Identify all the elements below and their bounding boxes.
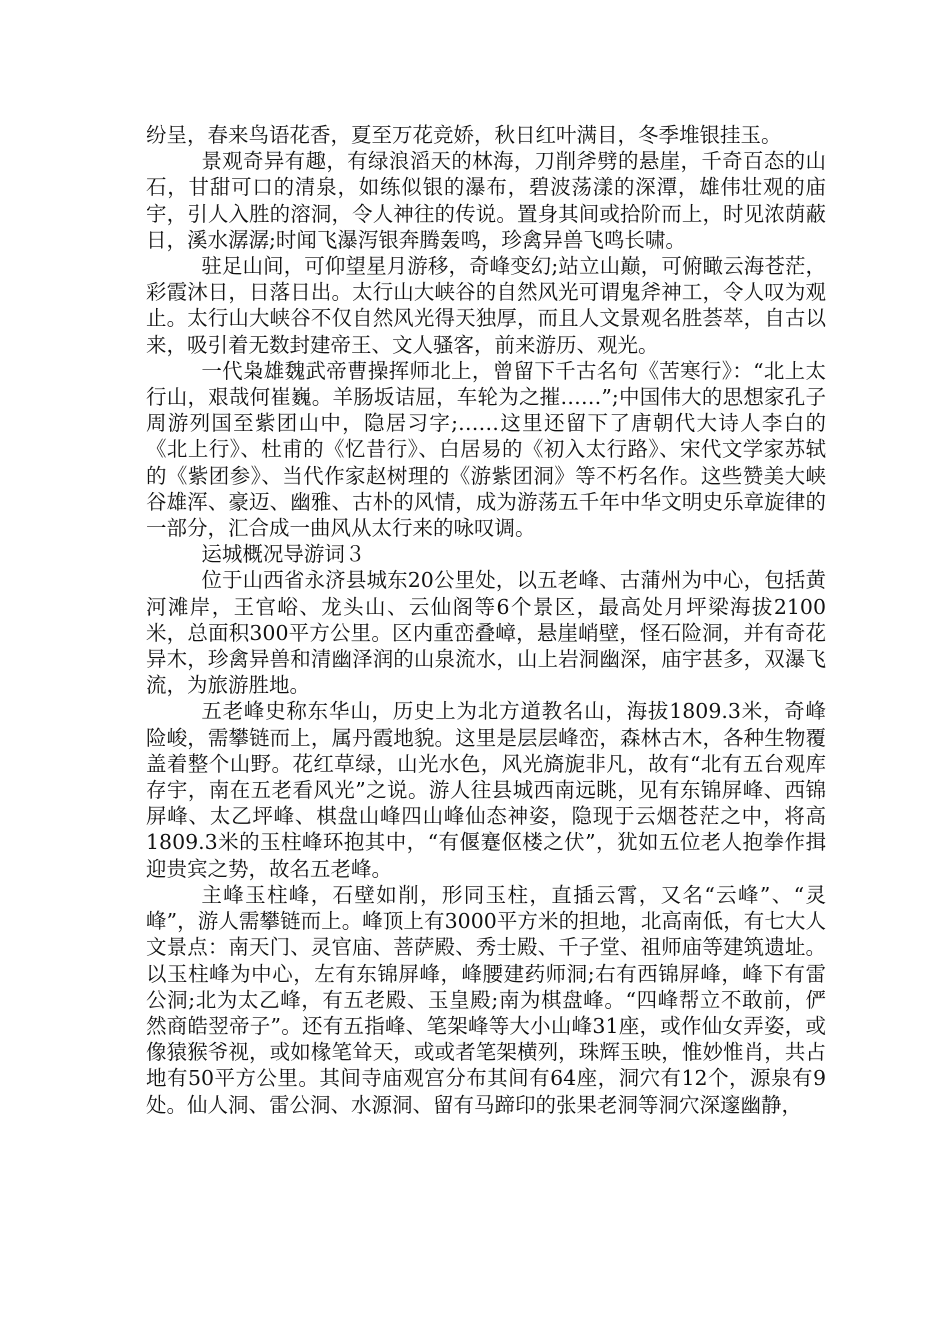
paragraph-3: 驻足山间，可仰望星月游移，奇峰变幻;站立山巅，可俯瞰云海苍茫，彩霞沐日，日落日出。太行山大峡谷的自然风光可谓鬼斧神工，令人叹为观止。太行山大峡谷不仅自然风光得天独厚，而且人文景观名胜荟萃，自古以来，吸引着无数封建帝王、文人骚客，前来游历、观光。 — [146, 254, 826, 357]
document-page — [146, 122, 826, 1118]
paragraph-4: 一代枭雄魏武帝曹操挥师北上，曾留下千古名句《苦寒行》：“北上太行山，艰哉何崔巍。羊肠坂诘屈，车轮为之摧……”;中国伟大的思想家孔子周游列国至紫团山中，隐居习字;……这里还留下了唐朝代大诗人李白的《北上行》、杜甫的《忆昔行》、白居易的《初入太行路》、宋代文学家苏轼的《紫团参》、当代作家赵树理的《游紫团洞》等不朽名作。这些赞美大峡谷雄浑、豪迈、幽雅、古朴的风情，成为游荡五千年中华文明史乐章旋律的一部分，汇合成一曲风从太行来的咏叹调。 — [146, 358, 826, 541]
paragraph-1: 纷呈，春来鸟语花香，夏至万花竞娇，秋日红叶满目，冬季堆银挂玉。 — [146, 123, 782, 147]
paragraph-2: 景观奇异有趣，有绿浪滔天的林海，刀削斧劈的悬崖，千奇百态的山石，甘甜可口的清泉，如练似银的瀑布，碧波荡漾的深潭，雄伟壮观的庙宇，引人入胜的溶洞，令人神往的传说。置身其间或拾阶而上，时见浓荫蔽日，溪水潺潺;时闻飞瀑泻银奔腾轰鸣，珍禽异兽飞鸣长啸。 — [146, 149, 826, 252]
paragraph-5: 位于山西省永济县城东20公里处，以五老峰、古蒲州为中心，包括黄河滩岸，王官峪、龙头山、云仙阁等6个景区，最高处月坪梁海拔2100米，总面积300平方公里。区内重峦叠嶂，悬崖峭壁，怪石险洞，并有奇花异木，珍禽异兽和清幽泽润的山泉流水，山上岩洞幽深，庙宇甚多，双瀑飞流，为旅游胜地。 — [146, 568, 826, 698]
section-heading: 运城概况导游词３ — [201, 542, 366, 567]
paragraph-7: 主峰玉柱峰，石壁如削，形同玉柱，直插云霄，又名“云峰”、“灵峰”，游人需攀链而上。峰顶上有3000平方米的担地，北高南低，有七大人文景点：南天门、灵官庙、菩萨殿、秀士殿、千子堂、祖师庙等建筑遗址。以玉柱峰为中心，左有东锦屏峰，峰腰建药师洞;右有西锦屏峰，峰下有雷公洞;北为太乙峰，有五老殿、玉皇殿;南为棋盘峰。“四峰帮立不敢前，俨然商皓翌帝子”。还有五指峰、笔架峰等大小山峰31座，或作仙女弄姿，或像猿猴爷视，或如椽笔耸天，或或者笔架横列，珠辉玉映，惟妙惟肖，共占地有50平方公里。其间寺庙观宫分布其间有64座，洞穴有12个，源泉有9处。仙人洞、雷公洞、水源洞、留有马蹄印的张果老洞等洞穴深邃幽静， — [146, 882, 826, 1117]
paragraph-6: 五老峰史称东华山，历史上为北方道教名山，海拔1809.3米，奇峰险峻，需攀链而上，属丹霞地貌。这里是层层峰峦，森林古木，各种生物覆盖着整个山野。花红草绿，山光水色，风光旖旎非凡，故有“北有五台观库存宇，南在五老看风光”之说。游人往县城西南远眺，见有东锦屏峰、西锦屏峰、太乙坪峰、棋盘山峰四山峰仙态神姿，隐现于云烟苍茫之中，将高1809.3米的玉柱峰环抱其中，“有偃蹇伛楼之伏”，犹如五位老人抱拳作揖迎贵宾之势，故名五老峰。 — [146, 699, 826, 881]
